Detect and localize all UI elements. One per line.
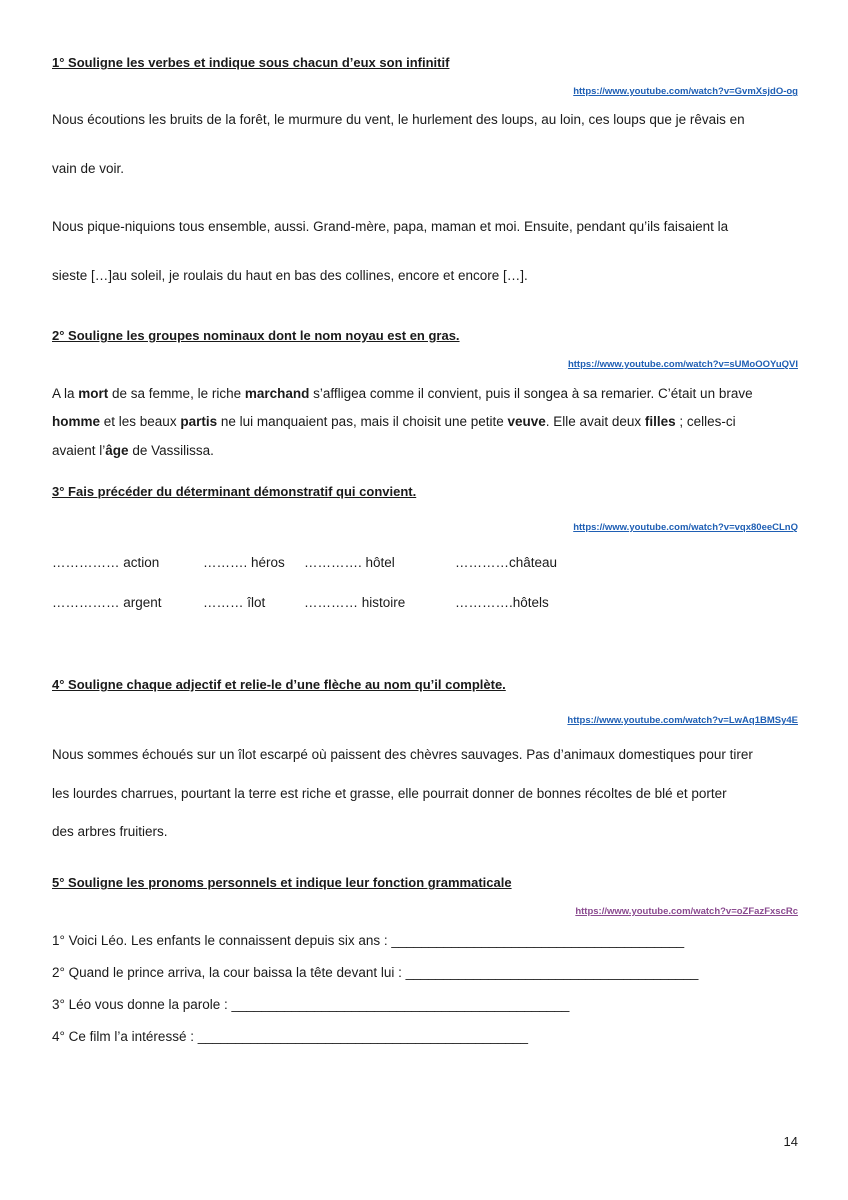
exercise-4-line-2: les lourdes charrues, pourtant la terre est riche et grasse, elle pourrait donner de bonnes récoltes de blé et porter: [52, 786, 727, 801]
noun-filles: filles: [644, 414, 676, 429]
exercise-4-title: 4° Souligne chaque adjectif et relie-le d’une flèche au nom qu’il complète.: [52, 677, 506, 692]
noun-homme: homme: [52, 414, 101, 429]
exercise-1-line-4: sieste […]au soleil, je roulais du haut en bas des collines, encore et encore […].: [52, 268, 528, 283]
blank-heros: ………. héros: [203, 555, 285, 570]
text: . Elle avait deux: [545, 414, 645, 429]
text: A la: [52, 386, 79, 401]
noun-mort: mort: [78, 386, 109, 401]
exercise-5-item-4: 4° Ce film l’a intéressé : ____________________________________________: [52, 1029, 529, 1044]
exercise-2-line-1: [52, 386, 753, 401]
noun-veuve: veuve: [507, 414, 546, 429]
text: ; celles-ci: [675, 414, 736, 429]
exercise-4-video-link[interactable]: https://www.youtube.com/watch?v=LwAq1BMSy4E: [567, 715, 798, 726]
exercise-5-item-3: 3° Léo vous donne la parole : _____________________________________________: [52, 997, 570, 1012]
blank-histoire: ………… histoire: [304, 595, 406, 610]
exercise-2-line-2: [52, 414, 736, 429]
page-number: 14: [783, 1134, 798, 1149]
exercise-2-title: 2° Souligne les groupes nominaux dont le nom noyau est en gras.: [52, 328, 460, 343]
exercise-5-video-link[interactable]: https://www.youtube.com/watch?v=oZFazFxscRc: [575, 906, 798, 917]
blank-ilot: ……… îlot: [203, 595, 266, 610]
blank-hotel: …………. hôtel: [304, 555, 395, 570]
exercise-1-line-2: vain de voir.: [52, 161, 125, 176]
blank-action: …………… action: [52, 555, 160, 570]
exercise-1-line-1: Nous écoutions les bruits de la forêt, le murmure du vent, le hurlement des loups, au loin, ces loups que je rêvais en: [52, 112, 745, 127]
text: ne lui manquaient pas, mais il choisit une petite: [217, 414, 508, 429]
exercise-1-title: 1° Souligne les verbes et indique sous chacun d’eux son infinitif: [52, 55, 450, 70]
text: de Vassilissa.: [128, 443, 214, 458]
exercise-2-video-link[interactable]: https://www.youtube.com/watch?v=sUMoOOYuQVI: [567, 359, 798, 370]
text: de sa femme, le riche: [108, 386, 245, 401]
blank-argent: …………… argent: [52, 595, 162, 610]
text: avaient l’: [52, 443, 106, 458]
exercise-3-video-link[interactable]: https://www.youtube.com/watch?v=vqx80eeCLnQ: [573, 522, 798, 533]
text: et les beaux: [100, 414, 181, 429]
exercise-5-item-1: 1° Voici Léo. Les enfants le connaissent depuis six ans : _______________________________________: [52, 933, 685, 948]
exercise-2-line-3: [52, 443, 214, 458]
exercise-5-item-2: 2° Quand le prince arriva, la cour baissa la tête devant lui : _______________________________________: [52, 965, 699, 980]
exercise-3-title: 3° Fais précéder du déterminant démonstratif qui convient.: [52, 484, 417, 499]
exercise-1-line-3: Nous pique-niquions tous ensemble, aussi. Grand-mère, papa, maman et moi. Ensuite, pendant qu’ils faisaient la: [52, 219, 729, 234]
blank-hotels: ………….hôtels: [455, 595, 549, 610]
exercise-5-title: 5° Souligne les pronoms personnels et indique leur fonction grammaticale: [52, 875, 512, 890]
noun-marchand: marchand: [244, 386, 310, 401]
text: s’affligea comme il convient, puis il songea à sa remarier. C’était un brave: [309, 386, 753, 401]
blank-chateau: …………château: [455, 555, 558, 570]
exercise-1-video-link[interactable]: https://www.youtube.com/watch?v=GvmXsjdO-og: [573, 86, 798, 97]
exercise-4-line-3: des arbres fruitiers.: [52, 824, 168, 839]
exercise-4-line-1: Nous sommes échoués sur un îlot escarpé où paissent des chèvres sauvages. Pas d’animaux domestiques pour tirer: [52, 747, 753, 762]
noun-partis: partis: [180, 414, 218, 429]
noun-age: âge: [105, 443, 129, 458]
